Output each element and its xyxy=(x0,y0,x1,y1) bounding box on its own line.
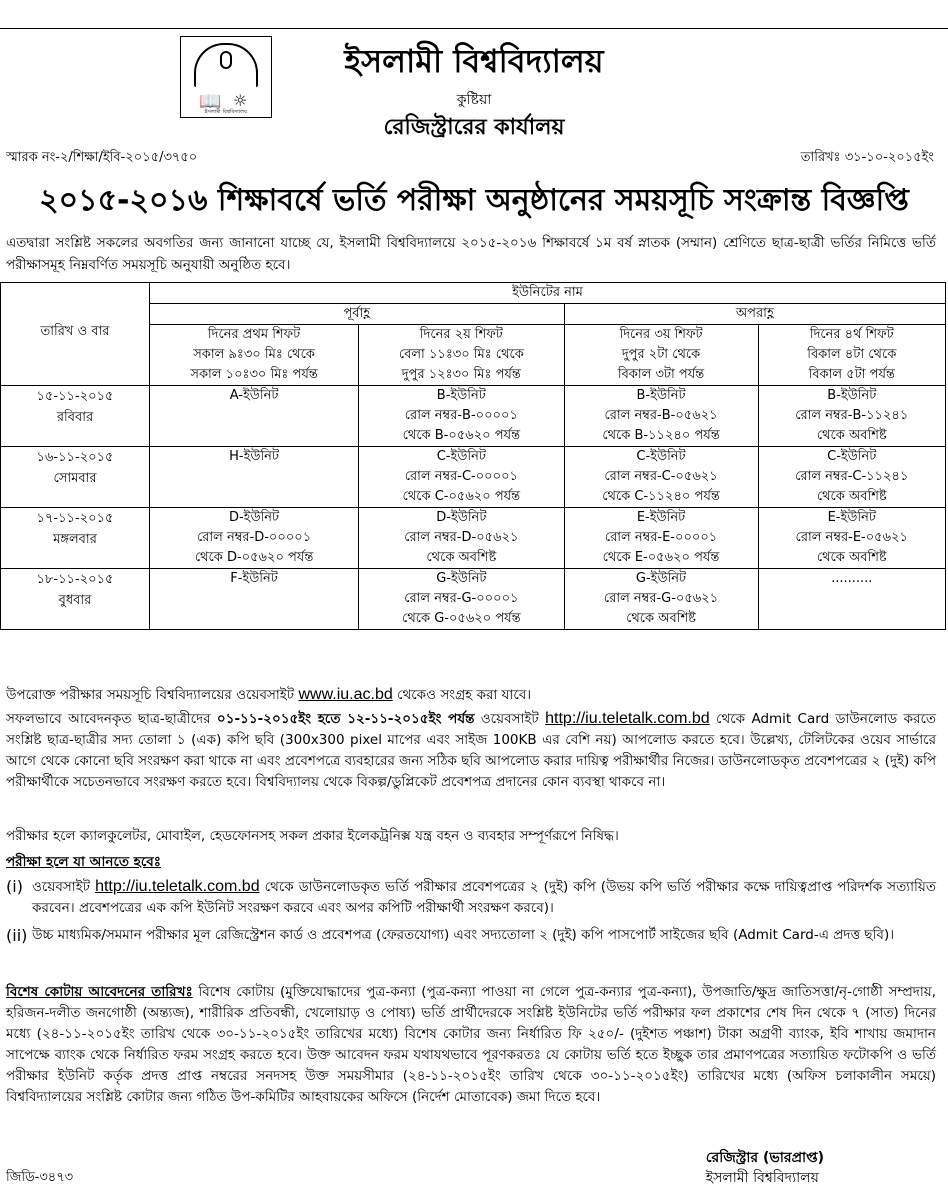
exam-day: মঙ্গলবার xyxy=(53,532,97,547)
table-row xyxy=(1,386,946,447)
unit-cell xyxy=(564,447,758,508)
shift-from: সকাল ৯ঃ৩০ মিঃ থেকে xyxy=(193,347,315,362)
unit-cell-line: E-ইউনিট xyxy=(636,510,686,525)
exam-date: ১৭-১১-২০১৫ xyxy=(36,511,114,526)
bring-heading-text: পরীক্ষা হলে যা আনতে হবেঃ xyxy=(6,854,161,870)
list-text xyxy=(32,876,936,919)
unit-cell-line: রোল নম্বর-B-০৫৬২১ xyxy=(604,408,718,423)
unit-cell-line: .......... xyxy=(831,571,873,586)
unit-cell-line: রোল নম্বর-D-০০০০১ xyxy=(196,530,312,545)
shift-to: সকাল ১০ঃ৩০ মিঃ পর্যন্ত xyxy=(190,367,318,382)
shift-name: দিনের ৩য় শিফট xyxy=(619,327,703,342)
unit-cell xyxy=(150,569,359,630)
table-row xyxy=(1,569,946,630)
unit-cell-line: থেকে C-১১২৪০ পর্যন্ত xyxy=(602,489,720,504)
admit-text-b: ওয়েবসাইট xyxy=(474,711,546,727)
university-name: ইসলামী বিশ্ববিদ্যালয় xyxy=(344,42,604,80)
forenoon-header: পূর্বাহ্ণ xyxy=(150,304,565,325)
table-row xyxy=(1,508,946,569)
unit-cell xyxy=(359,386,564,447)
iu-website-link[interactable]: www.iu.ac.bd xyxy=(298,686,393,703)
list-text-b: থেকে ডাউনলোডকৃত ভর্তি পরীক্ষার প্রবেশপত্রের ২ (দুই) কপি (উভয় কপি ভর্তি পরীক্ষার কক্ষে দায়িত্বপ্রাপ্ত পরিদর্শক সত্যায়িত করবেন। প্রবেশপত্রের এক কপি ইউনিট সংরক্ষণ করবে এবং অপর কপিটি পরীক্ষার্থী সংরক্ষণ করবে)। xyxy=(32,879,936,916)
memo-number: স্মারক নং-২/শিক্ষা/ইবি-২০১৫/৩৭৫০ xyxy=(6,150,198,165)
date-cell xyxy=(1,386,150,447)
unit-cell-line: থেকে অবশিষ্ট xyxy=(626,611,696,626)
unit-cell-line: থেকে C-০৫৬২০ পর্যন্ত xyxy=(402,489,521,504)
unit-cell xyxy=(758,508,945,569)
unit-cell-line: থেকে E-০৫৬২০ পর্যন্ত xyxy=(602,550,720,565)
city-name: কুষ্টিয়া xyxy=(456,92,492,108)
list-text-a: ওয়েবসাইট xyxy=(32,879,96,895)
shift-to: বিকাল ৫টা পর্যন্ত xyxy=(808,367,895,382)
list-number: (i) xyxy=(6,877,23,896)
website-paragraph xyxy=(6,684,936,706)
unit-cell xyxy=(359,447,564,508)
signature-title: রেজিস্ট্রার (ভারপ্রাপ্ত) xyxy=(705,1150,824,1166)
unit-cell xyxy=(564,569,758,630)
unit-cell-line: থেকে B-০৫৬২০ পর্যন্ত xyxy=(402,428,521,443)
unit-cell xyxy=(758,569,945,630)
unit-cell-line: রোল নম্বর-C-০৫৬২১ xyxy=(604,469,718,484)
date-cell xyxy=(1,569,150,630)
exam-date: ১৬-১১-২০১৫ xyxy=(36,450,114,465)
unit-cell-line: থেকে অবশিষ্ট xyxy=(816,489,887,504)
sun-icon: ☼ xyxy=(233,91,248,110)
unit-cell xyxy=(150,508,359,569)
unit-cell-line: B-ইউনিট xyxy=(827,388,877,403)
unit-cell xyxy=(564,508,758,569)
shift-header-1 xyxy=(150,325,359,386)
admit-card-paragraph xyxy=(6,708,936,793)
logo-caption: ইসলামী বিশ্ববিদ্যালয় xyxy=(204,109,248,115)
exam-date: ১৫-১১-২০১৫ xyxy=(36,389,114,404)
date-cell xyxy=(1,508,150,569)
unit-cell-line: D-ইউনিট xyxy=(436,510,487,525)
shift-from: দুপুর ২টা থেকে xyxy=(621,347,701,362)
unit-cell-line: C-ইউনিট xyxy=(636,449,686,464)
quota-heading: বিশেষ কোটায় আবেদনের তারিখঃ xyxy=(6,984,193,1000)
quota-text: বিশেষ কোটায় (মুক্তিযোদ্ধাদের পুত্র-কন্যা (পুত্র-কন্যা পাওয়া না গেলে পুত্র-কন্যার পুত্র-কন্যা), উপজাতি/ক্ষুদ্র জাতিসত্তা/নৃ-গোষ্ঠী সম্প্রদায়, হরিজন-দলীত জনগোষ্ঠী (অন্ত্যজ), শারীরিক প্রতিবন্ধী, খেলোয়াড় ও পোষ্য) ভর্তি প্রার্থীদেরকে সংশ্লিষ্ট ইউনিটের ভর্তি পরীক্ষার ফল প্রকাশের শেষ দিন থেকে ৭ (সাত) দিনের মধ্যে (২৪-১১-২০১৫ইং তারিখ থেকে ৩০-১১-২০১৫ইং তারিখের মধ্যে) বিশেষ কোটার জন্য নির্ধারিত ফি ২৫০/- (দুইশত পঞ্চাশ) টাকা অগ্রণী ব্যাংক, ইবি শাখায় জমাদান সাপেক্ষে ব্যাংক থেকে নির্ধারিত ফরম সংগ্রহ করতে হবে। উক্ত আবেদন ফরম যথাযথভাবে পূরণকরতঃ যে কোটায় ভর্তি হতে ইচ্ছুক তার প্রমাণপত্রের সত্যায়িত ফটোকপি ও ভর্তি পরীক্ষার ইউনিট কর্তৃক প্রদত্ত প্রাপ্ত নম্বরের সনদসহ উক্ত সময়সীমার (২৪-১১-২০১৫ইং তারিখ থেকে ৩০-১১-২০১৫ইং) তারিখের মধ্যে (অফিস চলাকালীন সময়ে) বিশ্ববিদ্যালয়ের সংশ্লিষ্ট কোটার জন্য গঠিত উপ-কমিটির আহবায়কের অফিসে (নির্দেশ মোতাবেক) জমা দিতে হবে। xyxy=(6,984,936,1105)
exam-date: ১৮-১১-২০১৫ xyxy=(36,572,114,587)
bring-heading xyxy=(6,852,936,873)
unit-cell-line: রোল নম্বর-G-০০০০১ xyxy=(404,591,519,606)
unit-cell-line: থেকে D-০৫৬২০ পর্যন্ত xyxy=(194,550,314,565)
unit-cell-line: B-ইউনিট xyxy=(436,388,486,403)
unit-cell xyxy=(359,508,564,569)
admit-text-c: থেকে Admit Card ডাউনলোড করতে সংশ্লিষ্ট ছাত্র-ছাত্রীর সদ্য তোলা ১ (এক) কপি ছবি (300x300 pixel মাপের এবং সাইজ 100KB এর বেশি নয়) আপলোড করতে হবে। উল্লেখ্য, টেলিটকের ওয়েব সার্ভারে আগে থেকে কোনো ছবি সংরক্ষণ করা থাকে না এবং প্রবেশপত্রে ব্যবহারের জন্য সঠিক ছবি আপলোড করার দায়িত্ব পরীক্ষার্থীর নিজের। ডাউনলোডকৃত প্রবেশপত্রের ২ (দুই) কপি পরীক্ষার্থীকে সচেতনভাবে সংরক্ষণ করতে হবে। বিশ্ববিদ্যালয় থেকে বিকল্প/ডুপ্লিকেট প্রবেশপত্র প্রদানের কোন ব্যবস্থা থাকবে না। xyxy=(6,711,937,790)
prohibited-paragraph: পরীক্ষার হলে ক্যালকুলেটর, মোবাইল, হেডফোনসহ সকল প্রকার ইলেকট্রনিক্স যন্ত্র বহন ও ব্যবহার সম্পূর্ণরূপে নিষিদ্ধ। xyxy=(6,828,619,844)
shift-name: দিনের ২য় শিফট xyxy=(419,327,503,342)
unit-cell xyxy=(564,386,758,447)
shift-name: দিনের প্রথম শিফট xyxy=(207,327,301,342)
notice-title: ২০১৫-২০১৬ শিক্ষাবর্ষে ভর্তি পরীক্ষা অনুষ্ঠানের সময়সূচি সংক্রান্ত বিজ্ঞপ্তি xyxy=(39,183,909,218)
unit-cell-line: E-ইউনিট xyxy=(827,510,876,525)
unit-cell-line: রোল নম্বর-B-০০০০১ xyxy=(404,408,518,423)
unit-cell-line: রোল নম্বর-C-১১২৪১ xyxy=(795,469,909,484)
shift-to: দুপুর ১২ঃ৩০ মিঃ পর্যন্ত xyxy=(401,367,521,382)
afternoon-header: অপরাহ্ণ xyxy=(564,304,945,325)
unit-cell-line: থেকে B-১১২৪০ পর্যন্ত xyxy=(602,428,720,443)
exam-day: রবিবার xyxy=(56,410,94,425)
unit-cell xyxy=(359,569,564,630)
unit-cell-line: D-ইউনিট xyxy=(228,510,280,525)
unit-cell-line: রোল নম্বর-G-০৫৬২১ xyxy=(603,591,719,606)
shift-header-2 xyxy=(359,325,564,386)
date-day-header: তারিখ ও বার xyxy=(1,304,150,386)
unit-cell-line: থেকে অবশিষ্ট xyxy=(816,428,887,443)
shift-from: বেলা ১১ঃ৩০ মিঃ থেকে xyxy=(398,347,524,362)
website-text-a: উপরোক্ত পরীক্ষার সময়সূচি বিশ্ববিদ্যালয়ের ওয়েবসাইট xyxy=(6,687,299,703)
gd-number: জিডি-৩৪৭৩ xyxy=(6,1170,74,1185)
teletalk-link[interactable]: http://iu.teletalk.com.bd xyxy=(545,710,710,727)
unit-cell-line: রোল নম্বর-E-০০০০১ xyxy=(604,530,718,545)
shift-name: দিনের ৪র্থ শিফট xyxy=(809,327,894,342)
list-item xyxy=(6,925,936,946)
teletalk-link[interactable]: http://iu.teletalk.com.bd xyxy=(95,878,260,895)
unit-cell-line: G-ইউনিট xyxy=(436,571,487,586)
quota-paragraph xyxy=(6,982,936,1108)
top-rule xyxy=(0,28,948,29)
admit-date-range: ০১-১১-২০১৫ইং হতে ১২-১১-২০১৫ইং পর্যন্ত xyxy=(216,711,475,727)
book-icon: 📖 xyxy=(199,91,222,112)
schedule-body xyxy=(1,386,946,630)
bring-list xyxy=(6,876,936,946)
intro-paragraph: এতদ্বারা সংশ্লিষ্ট সকলের অবগতির জন্য জানানো যাচ্ছে যে, ইসলামী বিশ্ববিদ্যালয়ে ২০১৫-২০১৬ শিক্ষাবর্ষে ১ম বর্ষ স্নাতক (সম্মান) শ্রেণিতে ছাত্র-ছাত্রী ভর্তির নিমিত্তে ভর্তি পরীক্ষাসমূহ নিম্নবর্ণিত সময়সূচি অনুযায়ী অনুষ্ঠিত হবে। xyxy=(6,235,936,273)
shift-to: বিকাল ৩টা পর্যন্ত xyxy=(617,367,705,382)
shift-header-4 xyxy=(758,325,945,386)
table-corner xyxy=(1,283,150,304)
unit-name-header: ইউনিটের নাম xyxy=(150,283,946,304)
unit-cell xyxy=(758,386,945,447)
unit-cell-line: থেকে অবশিষ্ট xyxy=(816,550,887,565)
exam-day: সোমবার xyxy=(53,471,97,486)
list-item xyxy=(6,876,936,919)
admit-text-a: সফলভাবে আবেদনকৃত ছাত্র-ছাত্রীদের xyxy=(6,711,217,727)
unit-cell-line: থেকে অবশিষ্ট xyxy=(426,550,497,565)
unit-cell-line: F-ইউনিট xyxy=(230,571,278,586)
signature-org: ইসলামী বিশ্ববিদ্যালয় xyxy=(705,1170,819,1186)
shift-header-3 xyxy=(564,325,758,386)
unit-cell-line: রোল নম্বর-E-০৫৬২১ xyxy=(795,530,908,545)
list-text-a: উচ্চ মাধ্যমিক/সমমান পরীক্ষার মূল রেজিস্ট্রেশন কার্ড ও প্রবেশপত্র (ফেরতযোগ্য) এবং সদ্যতোলা ২ (দুই) কপি পাসপোর্ট সাইজের ছবি (Admit Card-এ প্রদত্ত ছবি)। xyxy=(32,927,895,943)
website-text-b: থেকেও সংগ্রহ করা যাবে। xyxy=(392,687,532,703)
unit-cell-line: রোল নম্বর-C-০০০০১ xyxy=(404,469,518,484)
unit-cell-line: থেকে G-০৫৬২০ পর্যন্ত xyxy=(402,611,521,626)
schedule-table xyxy=(0,282,946,630)
unit-cell-line: H-ইউনিট xyxy=(229,449,280,464)
unit-cell-line: রোল নম্বর-D-০৫৬২১ xyxy=(404,530,519,545)
list-text xyxy=(32,925,894,946)
date-cell xyxy=(1,447,150,508)
unit-cell-line: A-ইউনিট xyxy=(229,388,279,403)
unit-cell-line: G-ইউনিট xyxy=(635,571,687,586)
unit-cell-line: রোল নম্বর-B-১১২৪১ xyxy=(795,408,909,423)
unit-cell xyxy=(150,447,359,508)
signature-block xyxy=(706,1148,824,1188)
exam-day: বুধবার xyxy=(58,593,92,608)
unit-cell-line: B-ইউনিট xyxy=(636,388,686,403)
unit-cell xyxy=(758,447,945,508)
unit-cell xyxy=(150,386,359,447)
unit-cell-line: C-ইউনিট xyxy=(827,449,877,464)
table-row xyxy=(1,447,946,508)
office-name: রেজিস্ট্রারের কার্যালয় xyxy=(383,115,565,140)
list-number: (ii) xyxy=(6,926,28,945)
shift-from: বিকাল ৪টা থেকে xyxy=(807,347,897,362)
unit-cell-line: C-ইউনিট xyxy=(436,449,486,464)
notice-date: তারিখঃ ৩১-১০-২০১৫ইং xyxy=(800,150,934,165)
